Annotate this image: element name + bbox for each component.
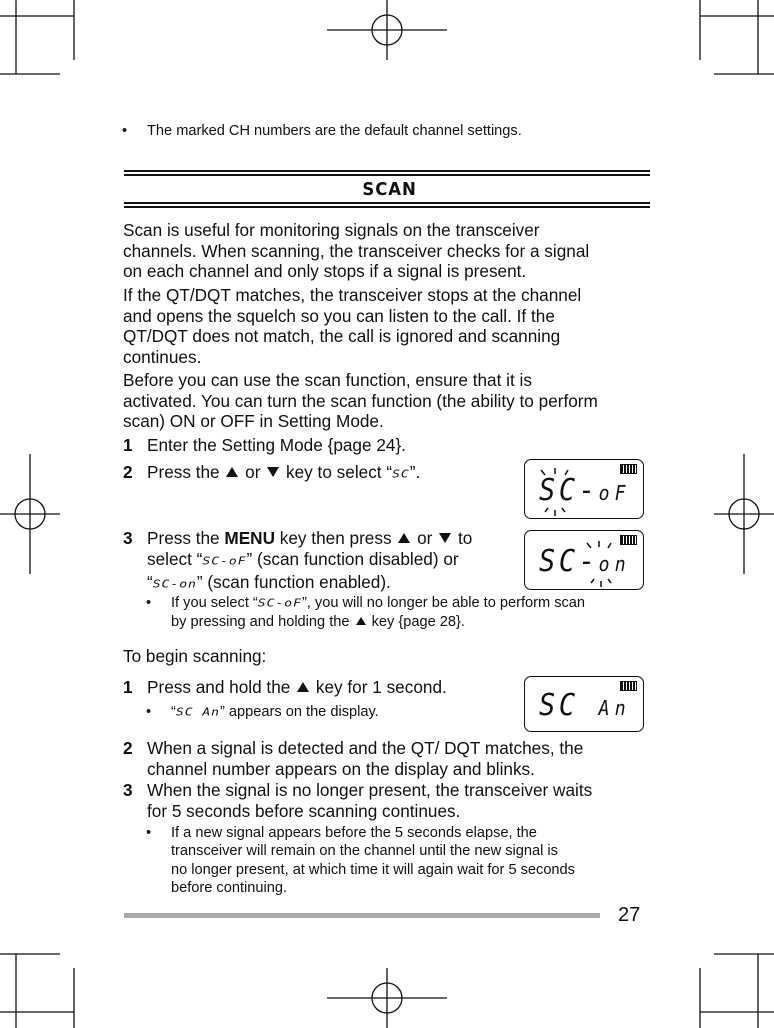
step-text	[147, 780, 592, 821]
text-fragment: key then press	[279, 528, 392, 548]
text-line: channel number appears on the display and blinks.	[147, 758, 535, 779]
text-line: activated. You can turn the scan function (the ability to perform	[123, 390, 598, 411]
note-text	[171, 594, 585, 632]
text-line: QT/DQT does not match, the call is ignored and scanning	[123, 326, 561, 347]
text-line	[147, 528, 472, 549]
text-line: for 5 seconds before scanning continues.	[147, 800, 461, 821]
step-number: 3	[123, 528, 133, 548]
down-arrow-key-icon	[267, 467, 279, 477]
intro-paragraph-1	[123, 220, 663, 282]
text-fragment: key {page 28}.	[371, 614, 465, 631]
menu-key-label: MENU	[224, 528, 275, 548]
setup-step-2	[123, 462, 421, 483]
text-fragment: ”, you will no longer be able to perform scan	[301, 595, 586, 611]
step-number: 3	[123, 780, 133, 800]
text-fragment: key to select “	[286, 462, 393, 482]
lcd-code: SC-on	[152, 578, 197, 591]
intro-paragraph-3	[123, 370, 663, 432]
note-text	[171, 703, 379, 722]
bullet-symbol: •	[146, 595, 152, 611]
page-number: 27	[618, 904, 641, 926]
battery-icon	[620, 681, 637, 691]
scan-step-3-note	[146, 824, 575, 897]
text-fragment: If you select “	[171, 595, 258, 611]
bullet-symbol: •	[122, 123, 128, 139]
lcd-small-text: An	[598, 696, 632, 720]
lcd-text	[539, 544, 632, 579]
up-arrow-key-icon	[226, 467, 238, 477]
text-line: transceiver will remain on the channel until the new signal is	[171, 843, 558, 860]
text-fragment: select “	[147, 548, 203, 569]
bullet-symbol: •	[146, 825, 152, 841]
lcd-big-text: SC	[539, 473, 579, 508]
text-line: If the QT/DQT matches, the transceiver stops at the channel	[123, 285, 582, 305]
section-rule-top	[124, 170, 650, 172]
section-rule-bottom-2	[124, 206, 650, 208]
lcd-code: SC-oF	[202, 555, 247, 568]
text-line: and opens the squelch so you can listen to the call. If the	[123, 305, 555, 326]
scan-step-3	[123, 780, 593, 821]
text-fragment: or	[417, 528, 433, 548]
text-line	[171, 594, 585, 613]
lcd-code: SC-oF	[257, 597, 302, 610]
down-arrow-key-icon	[439, 533, 451, 543]
top-note-text: The marked CH numbers are the default channel settings.	[147, 123, 522, 139]
step-number: 2	[123, 738, 133, 758]
section-rule-top-2	[124, 174, 650, 176]
text-fragment: ”.	[409, 462, 421, 482]
step-text	[147, 462, 420, 486]
lcd-display-scan-off	[524, 459, 644, 519]
text-fragment: Press and hold the	[147, 677, 291, 697]
lcd-text	[539, 473, 632, 508]
lcd-big-text: SC	[539, 688, 579, 723]
scan-step-1	[123, 677, 447, 698]
text-fragment: ” (scan function disabled) or	[246, 548, 459, 569]
up-arrow-key-icon	[398, 533, 410, 543]
setup-step-3-note	[146, 594, 586, 631]
lcd-code: SC	[392, 468, 410, 481]
section-title: SCAN	[362, 179, 417, 200]
text-line: When the signal is no longer present, the transceiver waits	[147, 780, 593, 800]
text-fragment: by pressing and holding the	[171, 614, 350, 631]
step-text	[147, 528, 472, 596]
lcd-small-text: oF	[598, 481, 632, 505]
step-text	[147, 738, 583, 779]
step-text	[147, 677, 447, 698]
text-line: no longer present, at which time it will again wait for 5 seconds	[171, 861, 575, 878]
lcd-display-scan-on	[524, 530, 644, 590]
footer-rule	[124, 913, 600, 918]
text-line	[171, 613, 585, 631]
text-line: on each channel and only stops if a signal is present.	[123, 261, 527, 282]
lcd-code: SC An	[175, 706, 221, 719]
text-line: channels. When scanning, the transceiver checks for a signal	[123, 240, 590, 261]
text-fragment: “	[171, 704, 176, 720]
lcd-small-text: on	[598, 552, 632, 576]
text-fragment: key for 1 second.	[315, 677, 447, 697]
top-note	[122, 122, 522, 140]
begin-scanning-heading: To begin scanning:	[123, 646, 267, 666]
step-number: 1	[123, 435, 133, 455]
text-fragment: Press the	[147, 462, 220, 482]
lcd-text	[539, 688, 632, 723]
text-line	[147, 549, 472, 573]
text-line	[147, 572, 472, 596]
text-line: Scan is useful for monitoring signals on the transceiver	[123, 220, 540, 240]
step-number: 1	[123, 677, 133, 697]
text-fragment: Press the	[147, 528, 220, 548]
text-line: Before you can use the scan function, ensure that it is	[123, 370, 532, 390]
battery-icon	[620, 464, 637, 474]
setup-step-3	[123, 528, 473, 593]
text-line: continues.	[123, 346, 202, 367]
text-line: scan) ON or OFF in Setting Mode.	[123, 411, 384, 432]
intro-paragraph-2	[123, 285, 663, 367]
note-text	[171, 824, 575, 898]
up-arrow-key-icon	[356, 617, 366, 625]
up-arrow-key-icon	[297, 682, 309, 692]
scan-step-1-note	[146, 703, 379, 721]
section-rule-bottom	[124, 202, 650, 204]
text-fragment: or	[245, 462, 261, 482]
scan-step-2	[123, 738, 584, 779]
lcd-display-scanning	[524, 676, 644, 732]
text-fragment: to	[457, 528, 473, 548]
step-text: Enter the Setting Mode {page 24}.	[147, 435, 406, 455]
lcd-separator: -	[578, 473, 599, 508]
text-fragment: ” appears on the display.	[220, 704, 379, 720]
lcd-big-text: SC-	[539, 544, 599, 579]
text-fragment: ” (scan function enabled).	[196, 572, 391, 593]
text-line: When a signal is detected and the QT/ DQT matches, the	[147, 738, 584, 758]
text-fragment: “	[147, 572, 153, 593]
bullet-symbol: •	[146, 704, 152, 720]
step-number: 2	[123, 462, 133, 482]
text-line: If a new signal appears before the 5 seconds elapse, the	[171, 825, 537, 841]
text-line: before continuing.	[171, 880, 288, 897]
setup-step-1	[123, 435, 406, 456]
